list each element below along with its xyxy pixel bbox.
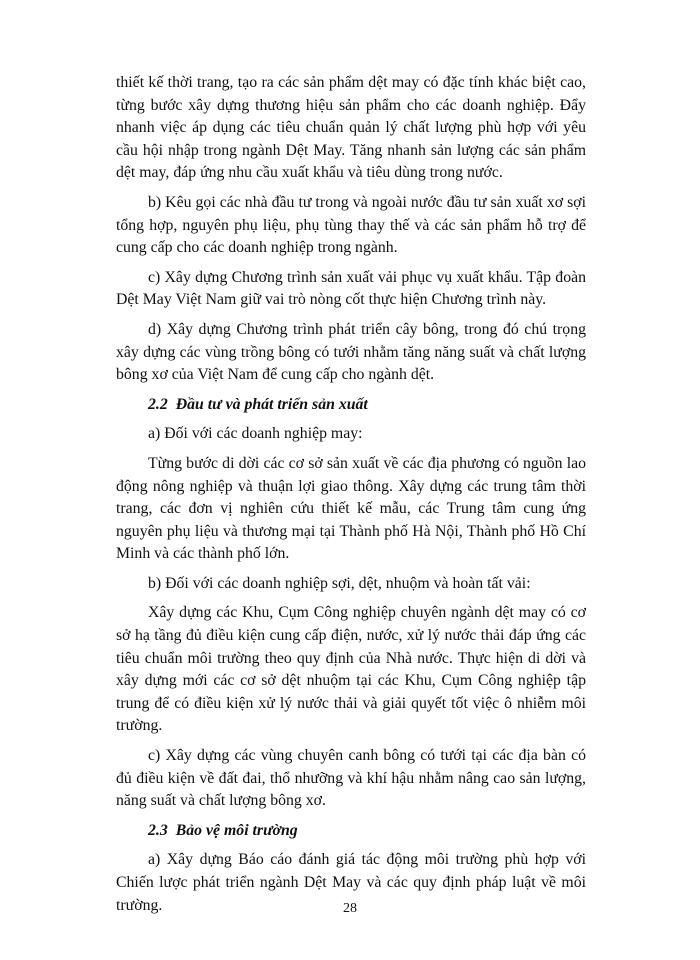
paragraph-continuation: thiết kế thời trang, tạo ra các sản phẩm dệt may có đặc tính khác biệt cao, từng bước xây dựng thương hiệu sản phẩm cho các doanh nghiệp. Đẩy nhanh việc áp dụng các tiêu chuẩn quản lý chất lượng phù hợp với yêu cầu hội nhập trong ngành Dệt May. Tăng nhanh sản lượng các sản phẩm dệt may, đáp ứng nhu cầu xuất khẩu và tiêu dùng trong nước. — [116, 74, 586, 182]
paragraph-c-cotton-areas: c) Xây dựng các vùng chuyên canh bông có tưới tại các địa bàn có đủ điều kiện về đất đai, thổ nhưỡng và khí hậu nhằm nâng cao sản lượng, năng suất và chất lượng bông xơ. — [116, 747, 586, 810]
page-body — [116, 72, 586, 924]
section-number: 2.2 — [148, 395, 168, 413]
paragraph-a-garment: a) Đối với các doanh nghiệp may: — [148, 425, 363, 443]
paragraph-a-environment-report: a) Xây dựng Báo cáo đánh giá tác động môi trường phù hợp với Chiến lược phát triển ngành Dệt May và các quy định pháp luật về môi trường. — [116, 851, 586, 914]
paragraph-industrial-zones: Xây dựng các Khu, Cụm Công nghiệp chuyên ngành dệt may có cơ sở hạ tầng đủ điều kiện cung cấp điện, nước, xử lý nước thải đáp ứng các tiêu chuẩn môi trường theo quy định của Nhà nước. Thực hiện di dời và xây dựng mới các cơ sở dệt nhuộm tại các Khu, Cụm Công nghiệp tập trung để có điều kiện xử lý nước thải và giải quyết tốt việc ô nhiễm môi trường. — [116, 604, 586, 735]
paragraph-c-fabric-program: c) Xây dựng Chương trình sản xuất vải phục vụ xuất khẩu. Tập đoàn Dệt May Việt Nam giữ vai trò nòng cốt thực hiện Chương trình này. — [116, 268, 586, 309]
paragraph-d-cotton-program: d) Xây dựng Chương trình phát triển cây bông, trong đó chú trọng xây dựng các vùng trồng bông có tưới nhằm tăng năng suất và chất lượng bông xơ của Việt Nam để cung cấp cho ngành dệt. — [116, 320, 586, 384]
page-number: 28 — [343, 901, 357, 916]
section-title: Bảo vệ môi trường — [175, 821, 298, 839]
section-title: Đầu tư và phát triển sản xuất — [175, 395, 368, 413]
paragraph-relocation: Từng bước di dời các cơ sở sản xuất về các địa phương có nguồn lao động nông nghiệp và thuận lợi giao thông. Xây dựng các trung tâm thời trang, các đơn vị nghiên cứu thiết kế mẫu, các Trung tâm cung ứng nguyên phụ liệu và thương mại tại Thành phố Hà Nội, Thành phố Hồ Chí Minh và các thành phố lớn. — [116, 454, 586, 563]
section-heading-2-2 — [116, 394, 586, 417]
paragraph-b-yarn-dyeing: b) Đối với các doanh nghiệp sợi, dệt, nhuộm và hoàn tất vải: — [148, 574, 531, 592]
paragraph-b-investment: b) Kêu gọi các nhà đầu tư trong và ngoài nước đầu tư sản xuất xơ sợi tổng hợp, nguyên phụ liệu, phụ tùng thay thế và các sản phẩm hỗ trợ để cung cấp cho các doanh nghiệp trong ngành. — [116, 193, 586, 257]
section-number: 2.3 — [148, 821, 168, 839]
section-heading-2-3 — [116, 820, 586, 843]
